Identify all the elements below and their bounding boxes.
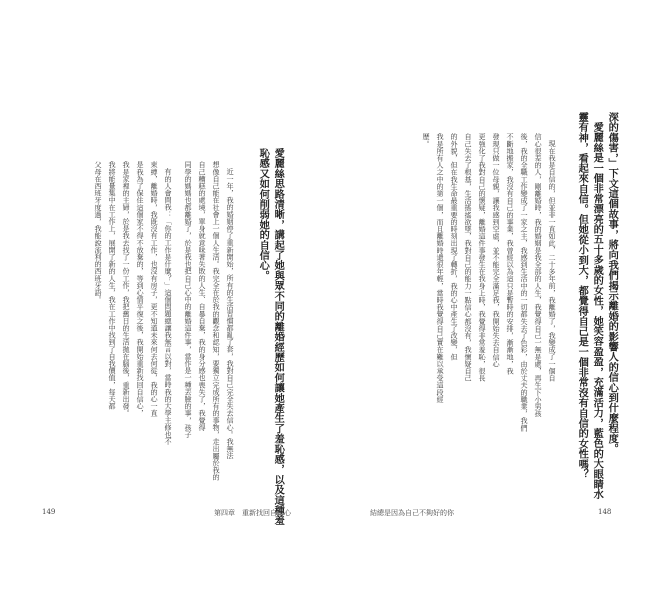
right-page-number: 148 xyxy=(598,508,612,516)
left-body-line: 父母在西班牙度過，我能說流利的西班牙語。 xyxy=(94,161,104,303)
left-body-line: 是我為了保住這個家不得不放棄的，等到心情平復之後，我開始重新找回自信心， xyxy=(136,161,146,417)
left-body-line: 自己糟糕的處境，單身就意味著失敗的人生、自暴自棄，我的身分感也喪失了，我覺得 xyxy=(198,161,208,431)
left-running-head: 第四章 重新找回自信心 xyxy=(214,509,291,517)
right-body-line: 後，我的全職工作變成了一家之主，我感到生活中的一切都失去了色彩，由於丈夫的職業，我們 xyxy=(520,133,530,432)
right-page xyxy=(327,106,640,524)
right-body-line: 更強化了我對自己的懷疑，離婚這件事發生在我身上時，我覺得非常羞恥，很長 xyxy=(478,133,488,382)
right-body-line: 現在我是自信的，但並非一直如此，二十多年前，我離婚了，我變成了一個自 xyxy=(548,140,558,382)
right-body-line: 不斷地搬家，我沒有自己的事業，我曾經以為這只是暫時的安排，漸漸地，我 xyxy=(506,133,516,375)
left-body-line: 束縛，離婚時，我既沒有工作，也沒有房子，更不知道未來何去何從，我的心一直 xyxy=(150,161,160,417)
book-spread xyxy=(14,106,640,524)
right-running-head: 結總是因為自己不夠好的你 xyxy=(370,509,454,517)
left-intro-line: 愛麗絲思路清晰，講起了她與眾不同的離婚經歷如何讓她產生了羞恥感，以及這種羞 xyxy=(272,148,285,526)
right-intro-line: 靈有神，看起來自信。但她從小到大，都覺得自己是一個非常沒有自信的女性嗎？ xyxy=(576,112,589,480)
left-body-line: 近一年，我的婚姻停了重新開始，所有的生活習慣都亂了套，我對自己完全失去信心。我無法 xyxy=(226,168,236,460)
left-body-line: 我是家裡的主婦，於是我去找了一份工作，我把舊日的生活拋在腦後，重新出發。 xyxy=(122,161,132,417)
right-body-line: 我是所有人之中的第一個，而且離婚時還很年輕，當時我覺得自己實在難以承受這段經 xyxy=(436,133,446,403)
right-intro-line: 深的傷害，」下文這個故事，將向我們揭示離婚的影響人的信心到什麼程度。 xyxy=(606,112,619,454)
right-body-line: 發現只做一位母親，讓我感到空虛，並不能完全滿足我，我開始失去自信心 xyxy=(492,133,502,368)
left-page xyxy=(14,106,327,524)
left-body-line: 有的人會問我：「你的工作是什麼？」這個問題總讓我無言以對，當時我的大學主修也不 xyxy=(164,168,174,445)
left-page-number: 149 xyxy=(42,508,56,516)
right-body-line: 的外貌，但在我生命最重要的時刻出現了轉折，我的心中產生了改變，但 xyxy=(450,133,460,361)
right-body-line: 歷。 xyxy=(422,133,432,148)
left-intro-line: 恥感又如何削弱她的自信心。 xyxy=(257,148,270,281)
right-intro-line: 愛麗絲是一個非常漂亮的五十多歲的女性，她笑容盈盈，充滿活力，藍色的大眼睛水 xyxy=(591,122,604,500)
right-body-line: 信心很差的人，剛離婚時，我的婚姻是我全部的人生，我覺得自己一無是處，再生下小男孩 xyxy=(534,133,544,417)
right-body-line: 自己失去了根基，生活搖搖欲墜，我對自己的能力一點信心都沒有，我懷疑自己 xyxy=(464,133,474,382)
left-body-line: 同學的媽媽也都離婚了，於是我也把自己心中的離婚這件事，當作是一種丟臉的事，孩子 xyxy=(184,161,194,438)
left-body-line: 想像自己能在社會上一個人生活。我完全在於我的觀念和認知，要獨立完成所有的事物，走出屬於我的 xyxy=(212,161,222,481)
left-body-line: 我將能量集中在工作上，展開了新的人生，我在工作中找到了自我價值，每天都 xyxy=(108,161,118,410)
